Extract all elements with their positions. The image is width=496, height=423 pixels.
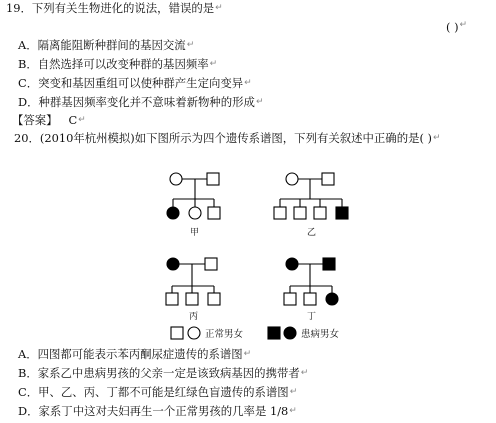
yi-son-1: [274, 207, 286, 219]
q19-option-c: C．突变和基因重组可以使种群产生定向变异↵: [18, 76, 252, 90]
jia-son: [208, 207, 220, 219]
yi-mother: [286, 173, 298, 185]
q19-option-d: D．种群基因频率变化并不意味着新物种的形成↵: [18, 95, 264, 109]
pedigree-bing: [166, 258, 220, 305]
legend-affected-label: 患病男女: [301, 329, 340, 340]
ding-affected-mother: [286, 258, 298, 270]
q20-stem: 20．(2010年杭州模拟)如下图所示为四个遗传系谱图，下列有关叙述中正确的是( )↵: [14, 131, 441, 145]
q20-option-c: C．甲、乙、丙、丁都不可能是红绿色盲遗传的系谱图↵: [18, 385, 298, 399]
legend-normal-female: [188, 327, 200, 339]
bing-affected-mother: [167, 258, 179, 270]
legend-normal-label: 正常男女: [205, 329, 244, 340]
q19-option-b: B．自然选择可以改变种群的基因频率↵: [18, 57, 218, 71]
q19-stem: 19．下列有关生物进化的说法，错误的是↵: [6, 1, 223, 15]
label-yi: 乙: [307, 228, 317, 238]
ding-affected-father: [323, 258, 335, 270]
bing-son-3: [208, 293, 220, 305]
q20-option-d: D．家系丁中这对夫妇再生一个正常男孩的几率是 1/8↵: [18, 404, 297, 418]
jia-father: [207, 173, 219, 185]
bing-son-2: [186, 293, 198, 305]
q19-answer-blank: ( )↵: [446, 20, 468, 34]
q19-option-a: A．隔离能阻断种群间的基因交流↵: [18, 38, 195, 52]
jia-mother: [170, 173, 182, 185]
yi-son-3: [314, 207, 326, 219]
pedigree-jia: [167, 173, 220, 219]
jia-affected-daughter: [167, 207, 179, 219]
bing-son-1: [166, 293, 178, 305]
q20-option-a: A．四图都可能表示苯丙酮尿症遗传的系谱图↵: [18, 347, 252, 361]
yi-father: [322, 173, 334, 185]
ding-son-1: [284, 293, 296, 305]
pedigree-yi: [274, 173, 348, 219]
legend-normal-male: [171, 327, 183, 339]
pedigree-ding: [284, 258, 338, 305]
yi-son-2: [294, 207, 306, 219]
q20-option-b: B．家系乙中患病男孩的父亲一定是该致病基因的携带者↵: [18, 366, 309, 380]
label-ding: 丁: [307, 312, 317, 322]
ding-affected-daughter: [326, 293, 338, 305]
legend-affected-male: [268, 327, 280, 339]
label-jia: 甲: [190, 228, 200, 238]
legend-affected-female: [284, 327, 296, 339]
jia-daughter: [189, 207, 201, 219]
label-bing: 丙: [189, 312, 199, 322]
bing-father: [205, 258, 217, 270]
yi-affected-son: [336, 207, 348, 219]
ding-son-2: [304, 293, 316, 305]
q19-answer: 【答案】 C↵: [12, 113, 86, 127]
